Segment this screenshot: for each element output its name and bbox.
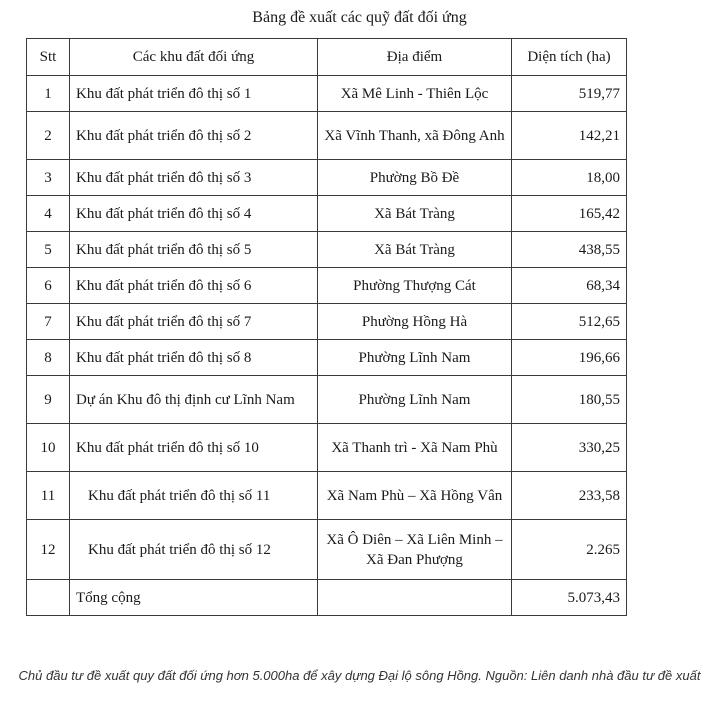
row-area: 180,55 (512, 376, 627, 424)
row-stt: 5 (27, 232, 70, 268)
row-land-name: Khu đất phát triển đô thị số 1 (70, 76, 318, 112)
row-location: Phường Lĩnh Nam (318, 340, 512, 376)
table-row (27, 304, 627, 340)
row-location: Xã Nam Phù – Xã Hồng Vân (318, 472, 512, 520)
row-stt: 3 (27, 160, 70, 196)
header-land-name: Các khu đất đối ứng (70, 39, 318, 76)
row-area: 165,42 (512, 196, 627, 232)
table-header-row (27, 39, 627, 76)
row-location: Xã Mê Linh - Thiên Lộc (318, 76, 512, 112)
total-location-empty (318, 580, 512, 616)
land-fund-table (26, 38, 627, 616)
header-area: Diện tích (ha) (512, 39, 627, 76)
row-area: 512,65 (512, 304, 627, 340)
row-stt: 10 (27, 424, 70, 472)
total-label: Tổng cộng (70, 580, 318, 616)
row-area: 233,58 (512, 472, 627, 520)
row-stt: 4 (27, 196, 70, 232)
table-row (27, 196, 627, 232)
row-stt: 9 (27, 376, 70, 424)
table-row (27, 472, 627, 520)
row-land-name: Khu đất phát triển đô thị số 12 (70, 520, 318, 580)
row-location: Phường Thượng Cát (318, 268, 512, 304)
row-stt: 6 (27, 268, 70, 304)
table-row (27, 160, 627, 196)
row-stt: 12 (27, 520, 70, 580)
row-location: Xã Vĩnh Thanh, xã Đông Anh (318, 112, 512, 160)
table-total-row (27, 580, 627, 616)
row-location: Xã Bát Tràng (318, 196, 512, 232)
row-stt: 1 (27, 76, 70, 112)
row-area: 519,77 (512, 76, 627, 112)
row-area: 18,00 (512, 160, 627, 196)
row-land-name: Khu đất phát triển đô thị số 3 (70, 160, 318, 196)
row-area: 330,25 (512, 424, 627, 472)
row-stt: 11 (27, 472, 70, 520)
row-land-name: Khu đất phát triển đô thị số 4 (70, 196, 318, 232)
table-row (27, 424, 627, 472)
image-caption: Chủ đầu tư đề xuất quy đất đối ứng hơn 5.000ha để xây dựng Đại lộ sông Hồng. Nguồn: Liên danh nhà đầu tư đề xuất (18, 668, 701, 683)
row-area: 196,66 (512, 340, 627, 376)
row-stt: 2 (27, 112, 70, 160)
header-location: Địa điểm (318, 39, 512, 76)
table-row (27, 520, 627, 580)
row-land-name: Khu đất phát triển đô thị số 6 (70, 268, 318, 304)
row-land-name: Khu đất phát triển đô thị số 5 (70, 232, 318, 268)
row-area: 2.265 (512, 520, 627, 580)
row-stt: 7 (27, 304, 70, 340)
table-title: Bảng đề xuất các quỹ đất đối ứng (252, 9, 467, 26)
row-area: 438,55 (512, 232, 627, 268)
row-stt: 8 (27, 340, 70, 376)
row-land-name: Khu đất phát triển đô thị số 7 (70, 304, 318, 340)
row-area: 142,21 (512, 112, 627, 160)
header-stt: Stt (27, 39, 70, 76)
row-location: Phường Hồng Hà (318, 304, 512, 340)
table-row (27, 76, 627, 112)
row-area: 68,34 (512, 268, 627, 304)
row-land-name: Dự án Khu đô thị định cư Lĩnh Nam (70, 376, 318, 424)
table-row (27, 112, 627, 160)
table-row (27, 232, 627, 268)
row-location: Xã Thanh trì - Xã Nam Phù (318, 424, 512, 472)
total-area: 5.073,43 (512, 580, 627, 616)
table-row (27, 268, 627, 304)
row-location: Xã Bát Tràng (318, 232, 512, 268)
row-land-name: Khu đất phát triển đô thị số 8 (70, 340, 318, 376)
table-row (27, 376, 627, 424)
total-stt-empty (27, 580, 70, 616)
table-row (27, 340, 627, 376)
row-land-name: Khu đất phát triển đô thị số 2 (70, 112, 318, 160)
row-land-name: Khu đất phát triển đô thị số 11 (70, 472, 318, 520)
row-location: Xã Ô Diên – Xã Liên Minh – Xã Đan Phượng (318, 520, 512, 580)
row-land-name: Khu đất phát triển đô thị số 10 (70, 424, 318, 472)
row-location: Phường Bồ Đề (318, 160, 512, 196)
row-location: Phường Lĩnh Nam (318, 376, 512, 424)
